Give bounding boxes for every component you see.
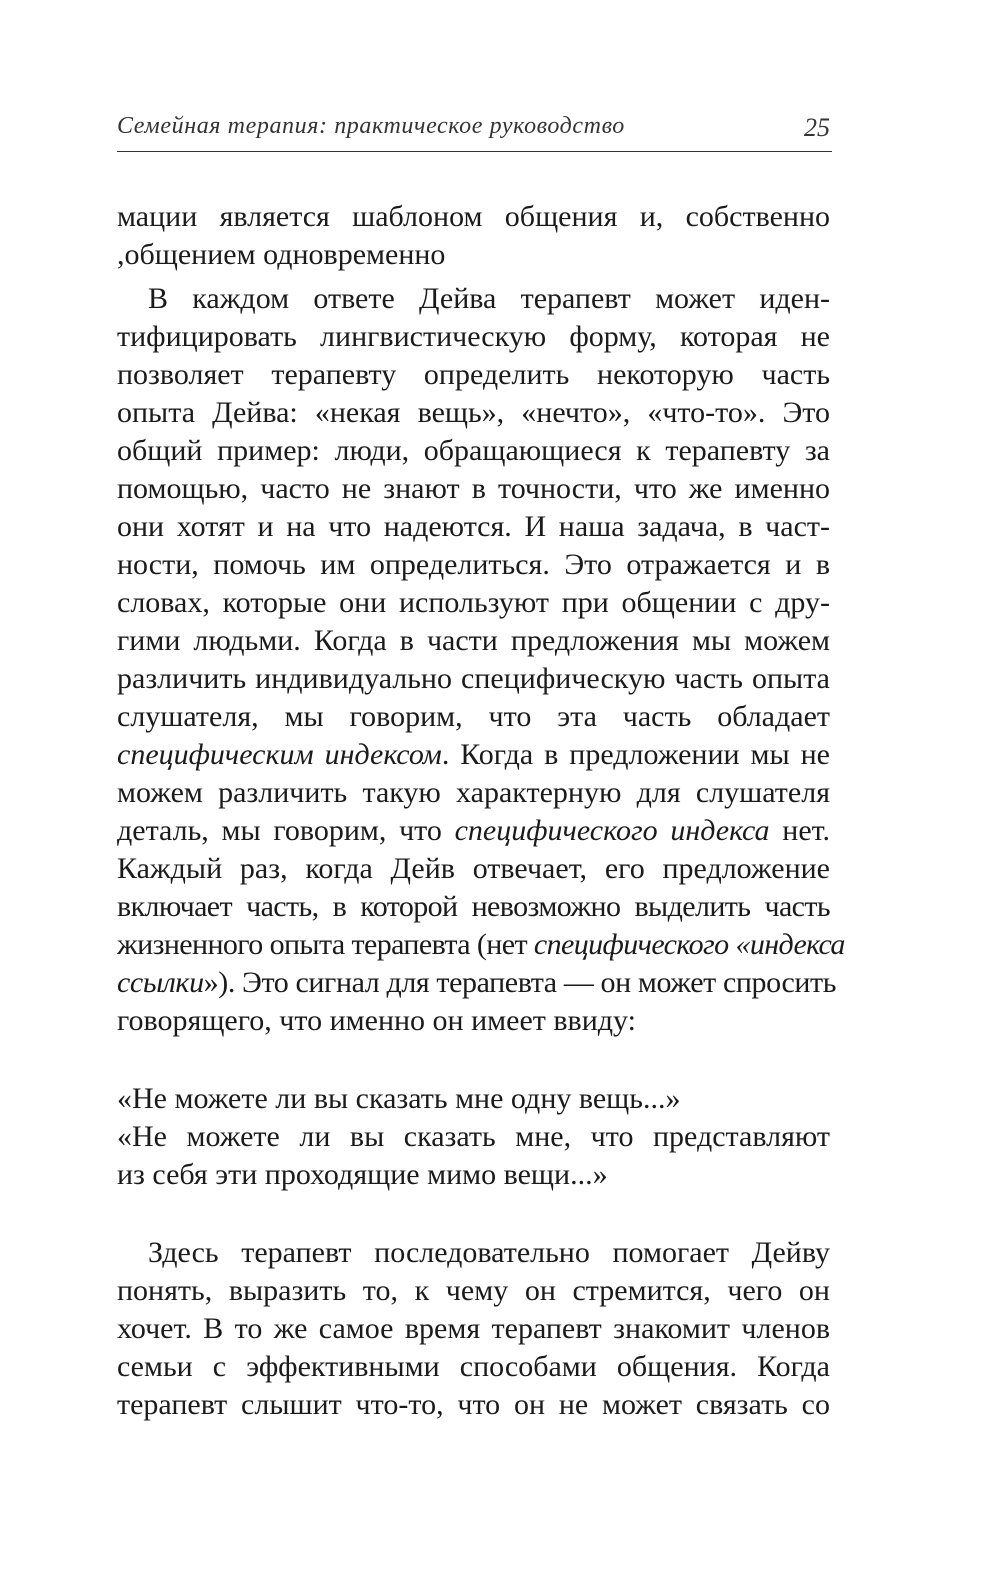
page-number: 25 [804, 113, 830, 142]
text-line: говорящего, что именно он имеет ввиду: [117, 1004, 636, 1037]
text-line: позволяет терапевту определить некоторую часть [117, 358, 830, 391]
text-line: гими людьми. Когда в части предложения мы можем [117, 624, 830, 657]
text-line [117, 926, 845, 964]
text-line: можем различить такую характерную для слушателя [117, 776, 830, 809]
running-head-title: Семейная терапия: практическое руководство [117, 113, 625, 139]
italic-term: специфическим индексом [117, 738, 442, 771]
italic-term: ссылки [117, 966, 204, 999]
text-line: они хотят и на что надеются. И наша задача, в част- [117, 510, 830, 543]
text-line: мации является шаблоном общения и, собственно [117, 200, 830, 233]
italic-term: специфического «индекса [533, 928, 845, 961]
text-line: помощью, часто не знают в точности, что же именно [117, 472, 830, 505]
text-run: жизненного опыта терапевта (нет [117, 928, 534, 961]
text-line: терапевт слышит что-то, что он не может связать со [117, 1388, 830, 1421]
text-line: различить индивидуально специфическую часть опыта [117, 662, 830, 695]
running-head [117, 113, 832, 152]
text-line: семьи с эффективными способами общения. Когда [117, 1350, 830, 1383]
quote-line: «Не можете ли вы сказать мне одну вещь...» [117, 1082, 681, 1115]
text-line: ,общением одновременно [117, 238, 446, 271]
text-line: хочет. В то же самое время терапевт знакомит членов [117, 1312, 830, 1345]
quote-line: из себя эти проходящие мимо вещи...» [117, 1158, 608, 1191]
text-line: понять, выразить то, к чему он стремится, чего он [117, 1274, 830, 1307]
quote-line: «Не можете ли вы сказать мне, что представляют [117, 1120, 830, 1153]
text-line: ности, помочь им определиться. Это отражается и в [117, 548, 830, 581]
text-line: общий пример: люди, обращающиеся к терапевту за [117, 434, 830, 467]
text-line [117, 964, 837, 1002]
text-line [117, 736, 830, 774]
text-line: словах, которые они используют при общении с дру- [117, 586, 830, 619]
text-line: В каждом ответе Дейва терапевт может иден- [148, 282, 830, 315]
italic-term: специфического индекса [454, 814, 770, 847]
text-line: Здесь терапевт последовательно помогает Дейву [148, 1236, 830, 1269]
text-line [117, 812, 830, 850]
text-run: нет. [769, 814, 830, 847]
text-run: деталь, мы говорим, что [117, 814, 455, 847]
text-line: включает часть, в которой невозможно выделить часть [117, 890, 830, 923]
text-run: . Когда в предложении мы не [441, 738, 831, 771]
text-line: слушателя, мы говорим, что эта часть обладает [117, 700, 830, 733]
text-line: тифицировать лингвистическую форму, которая не [117, 320, 830, 353]
text-line: опыта Дейва: «некая вещь», «нечто», «что-то». Это [117, 396, 830, 429]
text-line: Каждый раз, когда Дейв отвечает, его предложение [117, 852, 830, 885]
text-run: »). Это сигнал для терапевта — он может спросить [203, 966, 837, 999]
